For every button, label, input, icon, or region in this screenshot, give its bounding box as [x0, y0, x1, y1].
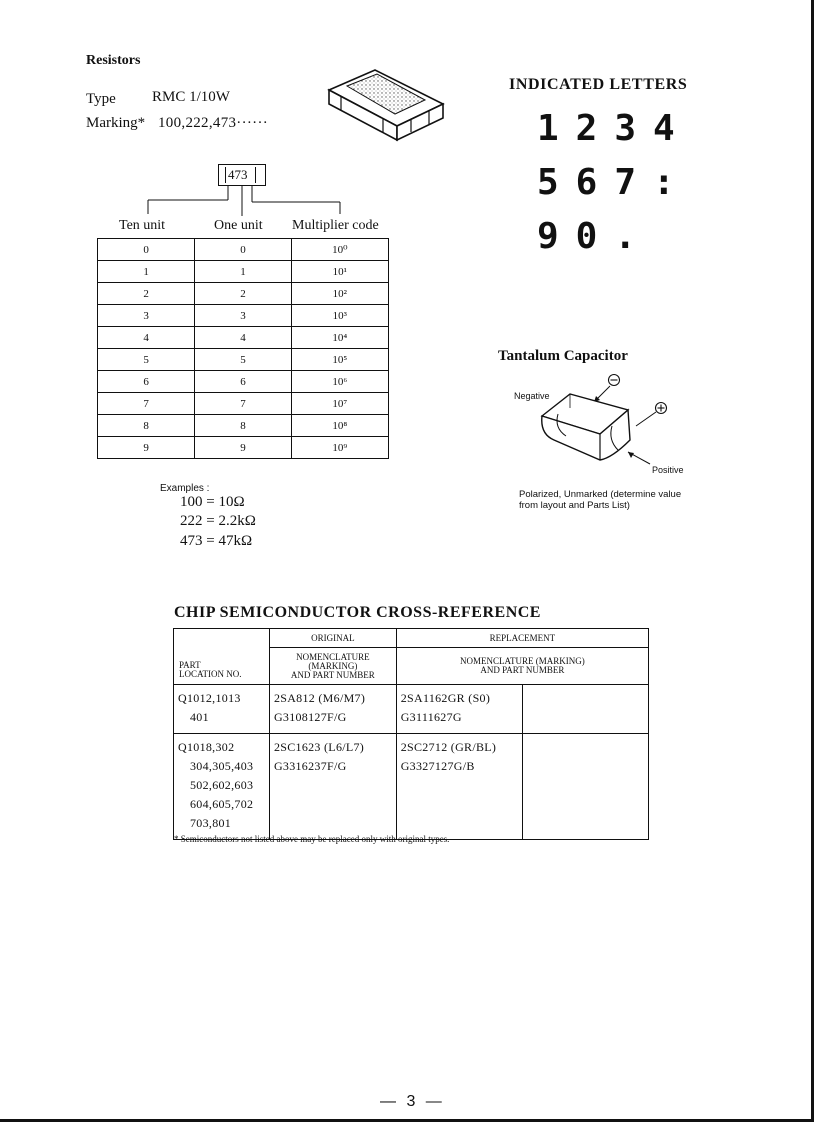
- ten-cell: 9: [98, 437, 195, 459]
- header-line: NOMENCLATURE (MARKING): [459, 656, 585, 666]
- location-line: 703,801: [190, 816, 232, 830]
- type-label: Type: [86, 91, 116, 107]
- mult-cell: 10¹: [291, 261, 388, 283]
- one-cell: 6: [195, 371, 291, 393]
- col-head-ten: Ten unit: [119, 218, 166, 233]
- replacement-line: G3111627G: [400, 710, 462, 724]
- header-line: AND PART NUMBER: [290, 669, 375, 680]
- one-cell: 9: [195, 437, 291, 459]
- positive-label: Positive: [652, 465, 684, 475]
- segment-digits-row: 1234: [537, 108, 692, 149]
- original-line: G3108127F/G: [273, 710, 347, 724]
- replacement-line: G3327127G/B: [400, 759, 475, 773]
- code-bracket-lines: [140, 186, 350, 220]
- table-row: [98, 283, 389, 305]
- example-line: 100 = 10Ω: [180, 494, 245, 510]
- tantalum-capacitor-illustration: [540, 370, 680, 472]
- original-header: ORIGINAL: [269, 629, 396, 648]
- example-line: 473 = 47kΩ: [180, 533, 253, 549]
- mult-cell: 10⁴: [291, 327, 388, 349]
- header-line: (MARKING): [308, 660, 358, 671]
- original-nomenclature-header: [269, 648, 396, 685]
- ten-cell: 6: [98, 371, 195, 393]
- indicated-letters-title: INDICATED LETTERS: [509, 76, 688, 93]
- part-label-line: LOCATION NO.: [179, 669, 242, 679]
- ten-cell: 7: [98, 393, 195, 415]
- table-row: [174, 734, 649, 840]
- location-line: 502,602,603: [190, 778, 254, 792]
- marking-value: 100,222,473······: [158, 115, 269, 131]
- example-line: 222 = 2.2kΩ: [180, 513, 256, 529]
- original-cell: [269, 685, 396, 734]
- replacement-line: 2SA1162GR (S0): [400, 691, 491, 705]
- table-row: [98, 305, 389, 327]
- part-label-line: PART: [179, 660, 201, 670]
- tantalum-note: Polarized, Unmarked (determine value from layout and Parts List): [519, 489, 682, 511]
- ten-cell: 4: [98, 327, 195, 349]
- original-line: 2SA812 (M6/M7): [273, 691, 366, 705]
- segment-digits-row: 90.: [537, 216, 654, 257]
- mult-cell: 10⁸: [291, 415, 388, 437]
- location-line: 304,305,403: [190, 759, 254, 773]
- one-cell: 3: [195, 305, 291, 327]
- location-line: Q1018,302: [178, 740, 235, 754]
- location-cell: [174, 685, 270, 734]
- mult-cell: 10⁰: [291, 239, 388, 261]
- marking-label: Marking*: [86, 115, 146, 131]
- mult-cell: 10⁶: [291, 371, 388, 393]
- ten-cell: 8: [98, 415, 195, 437]
- table-row: [98, 371, 389, 393]
- one-cell: 4: [195, 327, 291, 349]
- location-cell: [174, 734, 270, 840]
- replacement-cell: [396, 685, 522, 734]
- location-line: 604,605,702: [190, 797, 254, 811]
- one-cell: 1: [195, 261, 291, 283]
- table-row: [98, 327, 389, 349]
- empty-cell: [522, 685, 648, 734]
- one-cell: 8: [195, 415, 291, 437]
- replacement-nomenclature-header: [396, 648, 648, 685]
- original-line: G3316237F/G: [273, 759, 347, 773]
- location-line: Q1012,1013: [178, 691, 241, 705]
- page-number: — 3 —: [380, 1093, 445, 1110]
- table-row: [98, 415, 389, 437]
- replacement-line: 2SC2712 (GR/BL): [400, 740, 497, 754]
- part-location-header: [174, 629, 270, 685]
- type-value: RMC 1/10W: [152, 89, 230, 105]
- one-cell: 5: [195, 349, 291, 371]
- header-line: AND PART NUMBER: [480, 665, 565, 675]
- code-box-value: 473: [228, 167, 248, 182]
- table-row: [174, 685, 649, 734]
- one-cell: 0: [195, 239, 291, 261]
- mult-cell: 10²: [291, 283, 388, 305]
- negative-label: Negative: [514, 391, 550, 401]
- one-cell: 7: [195, 393, 291, 415]
- tantalum-title: Tantalum Capacitor: [498, 348, 628, 364]
- table-row: [98, 239, 389, 261]
- table-header-row: [174, 629, 649, 648]
- mult-cell: 10⁹: [291, 437, 388, 459]
- resistor-code-table: [97, 238, 389, 459]
- mult-cell: 10³: [291, 305, 388, 327]
- table-row: [98, 349, 389, 371]
- mult-cell: 10⁵: [291, 349, 388, 371]
- original-cell: [269, 734, 396, 840]
- ten-cell: 3: [98, 305, 195, 327]
- one-cell: 2: [195, 283, 291, 305]
- mult-cell: 10⁷: [291, 393, 388, 415]
- location-line: 401: [190, 710, 209, 724]
- replacement-header: REPLACEMENT: [396, 629, 648, 648]
- footnote: * Semiconductors not listed above may be replaced only with original types.: [174, 834, 450, 844]
- chip-resistor-illustration: [325, 64, 449, 148]
- ten-cell: 0: [98, 239, 195, 261]
- examples-label: Examples :: [160, 483, 210, 494]
- ten-cell: 1: [98, 261, 195, 283]
- ten-cell: 2: [98, 283, 195, 305]
- cross-reference-title: CHIP SEMICONDUCTOR CROSS-REFERENCE: [174, 604, 541, 621]
- col-head-mult: Multiplier code: [292, 218, 379, 233]
- table-row: [98, 393, 389, 415]
- replacement-cell: [396, 734, 522, 840]
- col-head-one: One unit: [214, 218, 263, 233]
- table-row: [98, 437, 389, 459]
- ten-cell: 5: [98, 349, 195, 371]
- cross-reference-table: [173, 628, 649, 840]
- code-box: [218, 164, 266, 186]
- table-row: [98, 261, 389, 283]
- header-line: NOMENCLATURE: [296, 651, 370, 662]
- original-line: 2SC1623 (L6/L7): [273, 740, 365, 754]
- segment-digits-row: 567:: [537, 162, 692, 203]
- empty-cell: [522, 734, 648, 840]
- resistors-title: Resistors: [86, 53, 141, 68]
